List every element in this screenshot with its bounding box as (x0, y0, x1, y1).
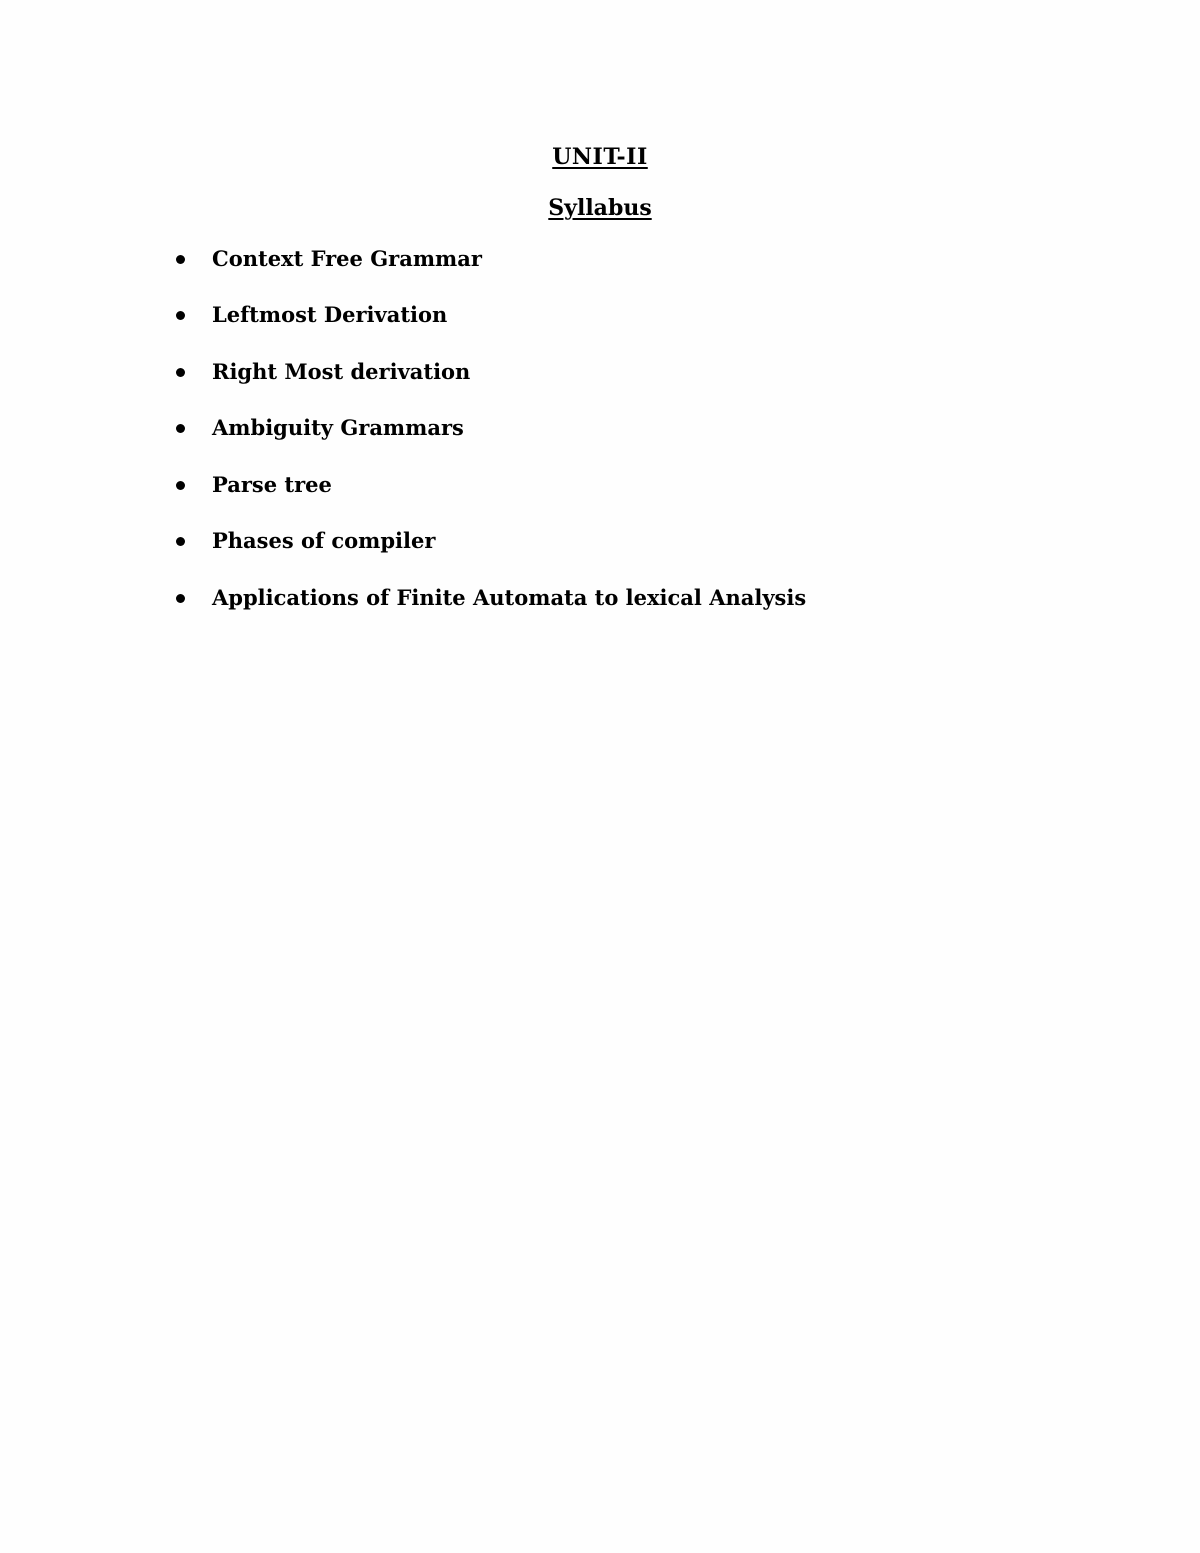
bullet-icon (176, 424, 185, 433)
topic-text: Context Free Grammar (212, 246, 482, 271)
topic-text: Leftmost Derivation (212, 302, 448, 327)
bullet-icon (176, 594, 185, 603)
list-item (175, 244, 1075, 274)
syllabus-heading: Syllabus (548, 195, 652, 221)
bullet-icon (176, 311, 185, 320)
list-item (175, 413, 1075, 443)
bullet-icon (176, 368, 185, 377)
topic-text: Phases of compiler (212, 528, 436, 553)
bullet-icon (176, 481, 185, 490)
topic-text: Ambiguity Grammars (212, 415, 464, 440)
topic-text: Right Most derivation (212, 359, 471, 384)
topic-text: Applications of Finite Automata to lexical Analysis (212, 585, 807, 610)
bullet-icon (176, 255, 185, 264)
list-item (175, 357, 1075, 387)
list-item (175, 583, 1075, 613)
list-item (175, 300, 1075, 330)
list-item (175, 470, 1075, 500)
unit-title: UNIT-II (552, 144, 648, 170)
bullet-icon (176, 537, 185, 546)
list-item (175, 526, 1075, 556)
topic-text: Parse tree (212, 472, 332, 497)
